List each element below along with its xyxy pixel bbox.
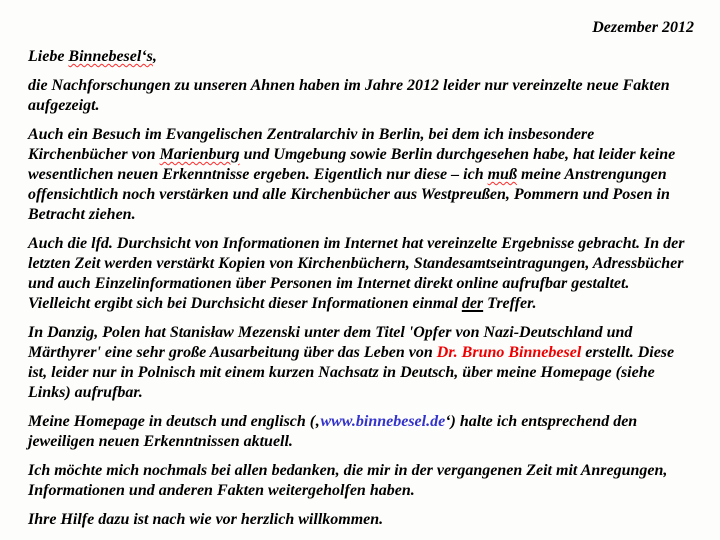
text-segment: Liebe [28, 48, 69, 65]
text-segment: In Danzig, Polen hat Stanisław Mezenski unter dem Titel 'Opfer von Nazi-Deutschland und Märthyrer' eine sehr große Ausarbeitung über das Leben von [28, 324, 633, 361]
salutation [28, 47, 694, 67]
homepage-link[interactable]: www.binnebesel.de [320, 413, 446, 430]
paragraph-archiv-berlin [28, 125, 694, 225]
text-segment: und Umgebung sowie Berlin durchgesehen habe, hat leider keine wesentlichen neuen Erkenntnisse ergeben. Eigentlich nur diese – ich [28, 146, 676, 183]
text-segment: Treffer. [483, 295, 537, 312]
paragraph-research-2012 [28, 76, 694, 116]
text-segment: Auch ein Besuch im Evangelischen Zentralarchiv in Berlin, bei dem ich insbesondere Kirchenbücher von [28, 126, 595, 163]
misspelled-word: Binnebesel‘s [68, 48, 153, 65]
text-segment: erstellt. Diese ist, leider nur in Polnisch mit einem kurzen Nachsatz in Deutsch, über meine Homepage (siehe Links) aufrufbar. [28, 344, 675, 401]
misspelled-word: muß [487, 166, 517, 183]
text-segment: ‘) halte ich entsprechend den jeweiligen neuen Erkenntnissen aktuell. [28, 413, 638, 450]
paragraph-homepage [28, 412, 694, 452]
text-segment: Auch die lfd. Durchsicht von Informationen im Internet hat vereinzelte Ergebnisse gebracht. In der letzten Zeit werden verstärkt Kopien von Kirchenbüchern, Standesamtseintragungen, Adressbücher und auch Einzelinformationen über Personen im Internet direkt online aufrufbar gestaltet. Vielleicht ergibt sich bei Durchsicht dieser Informationen einmal [28, 235, 685, 312]
text-segment: meine Anstrengungen offensichtlich noch verstärken und alle Kirchenbücher aus Westpreußen, Pommern und Posen in Betracht ziehen. [28, 166, 670, 223]
emphasized-word: der [461, 295, 484, 312]
paragraph-internet-search [28, 234, 694, 314]
paragraph-danzig-ausarbeitung [28, 323, 694, 403]
highlight-bruno-binnebesel: Dr. Bruno Binnebesel [436, 344, 582, 361]
paragraph-help-welcome [28, 510, 694, 530]
text-segment: Ich möchte mich nochmals bei allen bedanken, die mir in der vergangenen Zeit mit Anregungen, Informationen und anderen Fakten weitergeholfen haben. [28, 462, 668, 499]
paragraph-thanks [28, 461, 694, 501]
text-segment: Meine Homepage in deutsch und englisch (‚ [28, 413, 321, 430]
text-segment: , [152, 48, 157, 65]
text-segment: Ihre Hilfe dazu ist nach wie vor herzlich willkommen. [28, 511, 384, 528]
text-segment: die Nachforschungen zu unseren Ahnen haben im Jahre 2012 leider nur vereinzelte neue Fakten aufgezeigt. [28, 77, 670, 114]
misspelled-word: Marienburg [159, 146, 240, 163]
letter-date: Dezember 2012 [592, 19, 694, 36]
